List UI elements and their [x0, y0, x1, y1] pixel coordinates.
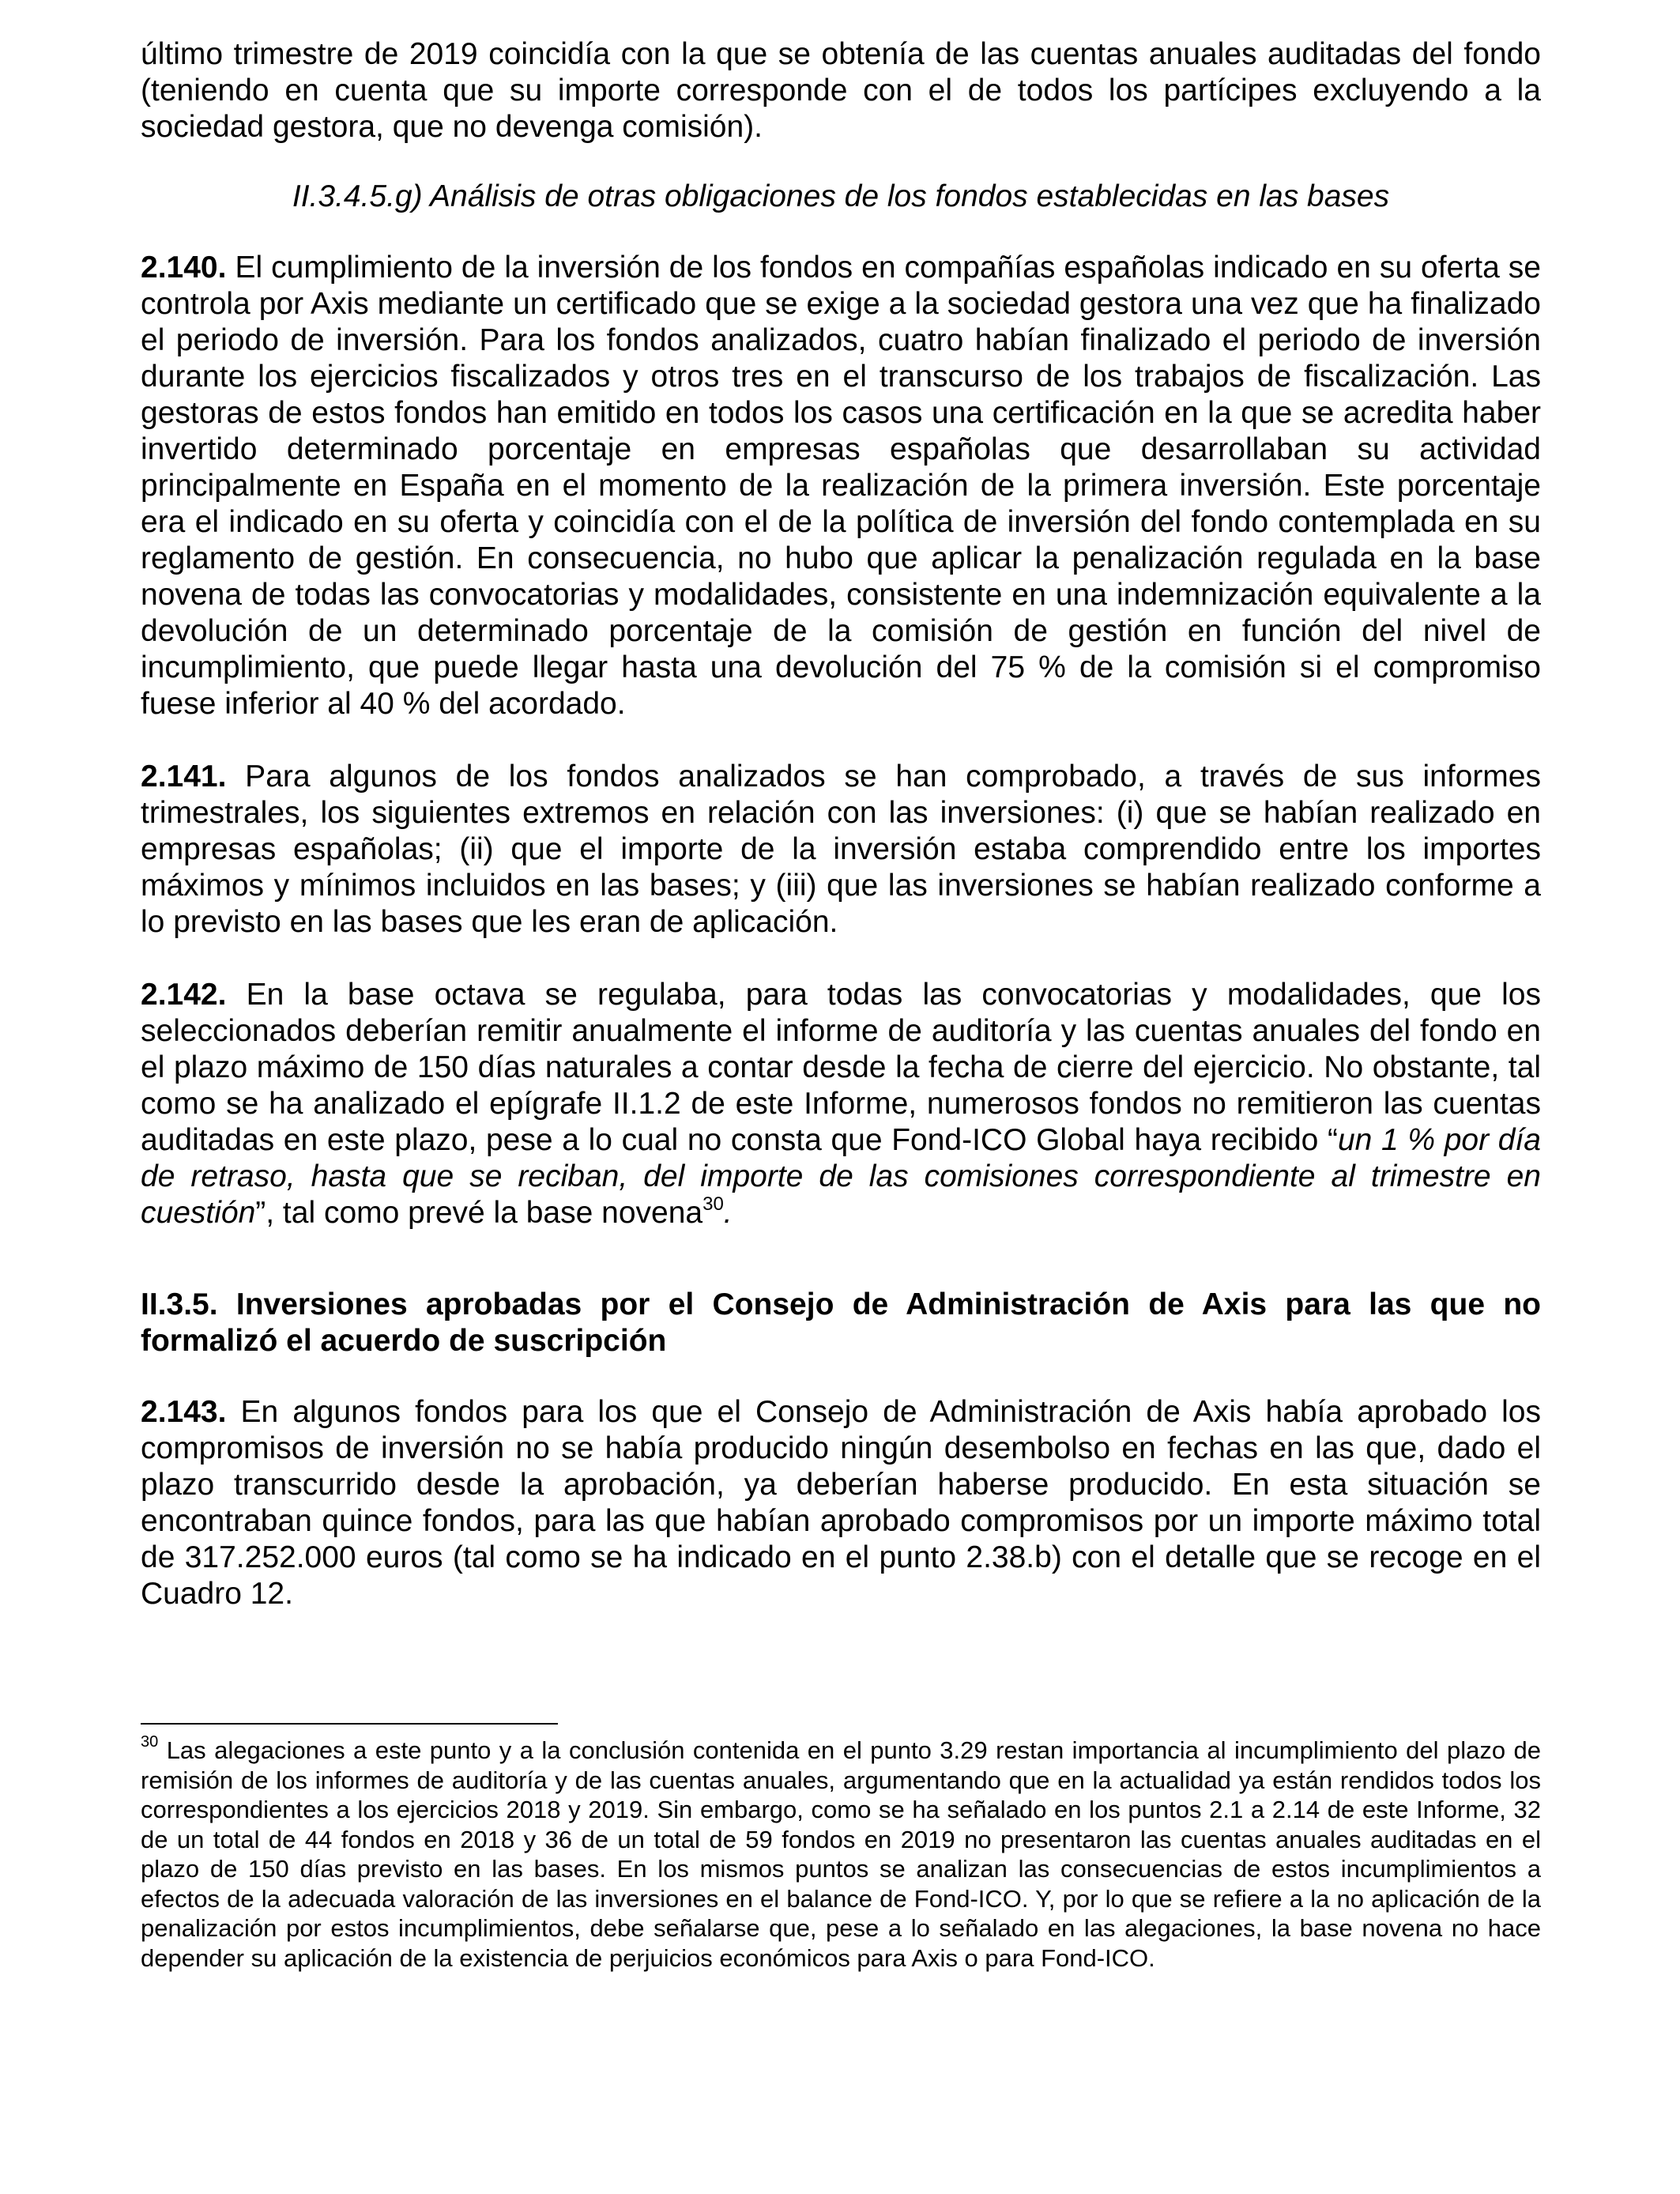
paragraph-end: . — [723, 1196, 733, 1230]
footnote-30 — [141, 1732, 1541, 1973]
paragraph-number: 2.140. — [141, 251, 227, 285]
paragraph-2-142 — [141, 977, 1541, 1231]
paragraph-2-143 — [141, 1394, 1541, 1612]
footnote-divider — [141, 1723, 558, 1725]
document-body — [141, 36, 1541, 1612]
paragraph-2-140 — [141, 250, 1541, 722]
paragraph-number: 2.143. — [141, 1395, 227, 1429]
paragraph-text: Para algunos de los fondos analizados se han comprobado, a través de sus informes trimestrales, los siguientes extremos en relación con las inversiones: (i) que se habían realizado en empresas españolas; (ii) que el importe de la inversión estaba comprendido entre los importes máximos y mínimos incluidos en las bases; y (iii) que las inversiones se habían realizado conforme a lo previsto en las bases que les eran de aplicación. — [141, 760, 1541, 939]
paragraph-text: En algunos fondos para los que el Consejo de Administración de Axis había aprobado los compromisos de inversión no se había producido ningún desembolso en fechas en las que, dado el plazo transcurrido desde la aprobación, ya deberían haberse producido. En esta situación se encontraban quince fondos, para las que habían aprobado compromisos por un importe máximo total de 317.252.000 euros (tal como se ha indicado en el punto 2.38.b) con el detalle que se recoge en el Cuadro 12. — [141, 1395, 1541, 1611]
paragraph-number: 2.142. — [141, 978, 227, 1012]
quoted-text: un 1 % por día de retraso, hasta que se reciban, del importe de las comisiones correspondiente al trimestre en cuestión — [141, 1123, 1542, 1230]
paragraph-text: En la base octava se regulaba, para todas las convocatorias y modalidades, que los seleccionados deberían remitir anualmente el informe de auditoría y las cuentas anuales del fondo en el plazo máximo de 150 días naturales a contar desde la fecha de cierre del ejercicio. No obstante, tal como se ha analizado el epígrafe II.1.2 de este Informe, numerosos fondos no remitieron las cuentas auditadas en este plazo, pese a lo cual no consta que Fond-ICO Global haya recibido “ — [141, 978, 1541, 1157]
paragraph-text: El cumplimiento de la inversión de los fondos en compañías españolas indicado en su oferta se controla por Axis mediante un certificado que se exige a la sociedad gestora una vez que ha finalizado el periodo de inversión. Para los fondos analizados, cuatro habían finalizado el periodo de inversión durante los ejercicios fiscalizados y otros tres en el transcurso de los trabajos de fiscalización. Las gestoras de estos fondos han emitido en todos los casos una certificación en la que se acredita haber invertido determinado porcentaje en empresas españolas que desarrollaban su actividad principalmente en España en el momento de la realización de la primera inversión. Este porcentaje era el indicado en su oferta y coincidía con el de la política de inversión del fondo contemplada en su reglamento de gestión. En consecuencia, no hubo que aplicar la penalización regulada en la base novena de todas las convocatorias y modalidades, consistente en una indemnización equivalente a la devolución de un determinado porcentaje de la comisión de gestión en función del nivel de incumplimiento, que puede llegar hasta una devolución del 75 % de la comisión si el compromiso fuese inferior al 40 % del acordado. — [141, 251, 1541, 721]
paragraph-number: 2.141. — [141, 760, 227, 794]
footnote-text: Las alegaciones a este punto y a la conclusión contenida en el punto 3.29 restan importancia al incumplimiento del plazo de remisión de los informes de auditoría y de las cuentas anuales, argumentando que en la actualidad ya están rendidos todos los correspondientes a los ejercicios 2018 y 2019. Sin embargo, como se ha señalado en los puntos 2.1 a 2.14 de este Informe, 32 de un total de 44 fondos en 2018 y 36 de un total de 59 fondos en 2019 no presentaron las cuentas anuales auditadas en el plazo de 150 días previsto en las bases. En los mismos puntos se analizan las consecuencias de estos incumplimientos a efectos de la adecuada valoración de las inversiones en el balance de Fond-ICO. Y, por lo que se refiere a la no aplicación de la penalización por estos incumplimientos, debe señalarse que, pese a lo señalado en las alegaciones, la base novena no hace depender su aplicación de la existencia de perjuicios económicos para Axis o para Fond-ICO. — [141, 1736, 1541, 1972]
paragraph-2-141 — [141, 759, 1541, 941]
footnote — [141, 1732, 1541, 1973]
subsection-heading: II.3.4.5.g) Análisis de otras obligaciones de los fondos establecidas en las bases — [292, 179, 1390, 213]
section-heading: II.3.5. Inversiones aprobadas por el Consejo de Administración de Axis para las que no formalizó el acuerdo de suscripción — [141, 1287, 1541, 1358]
footnote-reference[interactable]: 30 — [703, 1193, 724, 1215]
footnote-number: 30 — [141, 1732, 159, 1751]
intro-paragraph: último trimestre de 2019 coincidía con la que se obtenía de las cuentas anuales auditadas del fondo (teniendo en cuenta que su importe corresponde con el de todos los partícipes excluyendo a la sociedad gestora, que no devenga comisión). — [141, 37, 1541, 144]
paragraph-text: ”, tal como prevé la base novena — [255, 1196, 703, 1230]
